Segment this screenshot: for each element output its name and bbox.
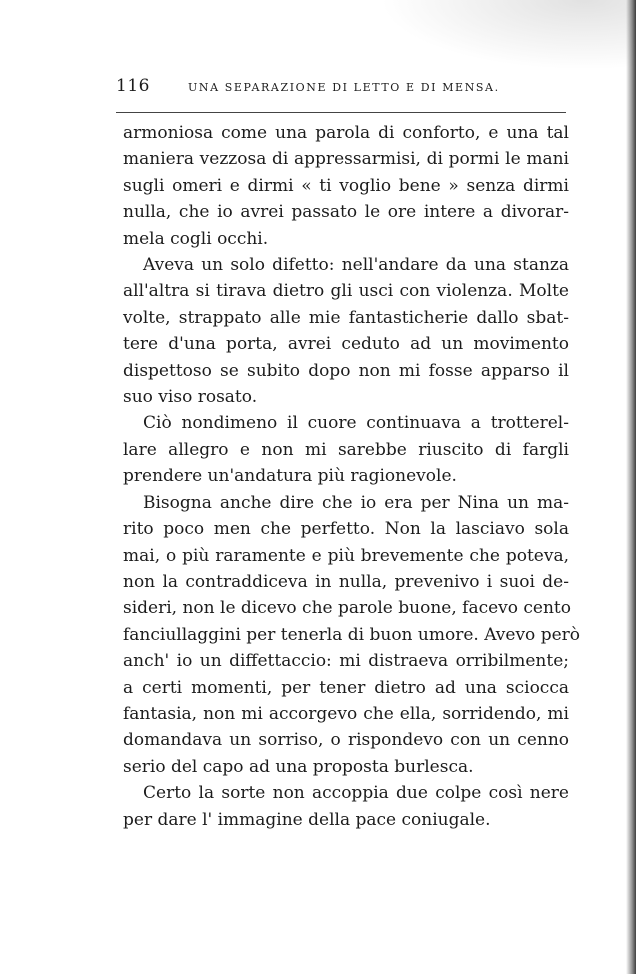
text-line: rito poco men che perfetto. Non la lasciavo sola xyxy=(123,519,569,540)
text-line: Certo la sorte non accoppia due colpe così nere xyxy=(143,783,569,804)
text-line: a certi momenti, per tener dietro ad una sciocca xyxy=(123,677,569,698)
text-line: domandava un sorriso, o rispondevo con un cenno xyxy=(123,730,569,751)
running-title: UNA SEPARAZIONE DI LETTO E DI MENSA. xyxy=(188,81,500,94)
text-line: maniera vezzosa di appressarmisi, di pormi le mani xyxy=(123,149,569,170)
text-line: per dare l' immagine della pace coniugale. xyxy=(123,809,491,830)
text-line: fantasia, non mi accorgevo che ella, sorridendo, mi xyxy=(123,703,569,724)
text-line: volte, strappato alle mie fantasticherie dallo sbat- xyxy=(123,307,569,328)
text-line: nulla, che io avrei passato le ore intere a divorar- xyxy=(123,202,569,223)
paragraph xyxy=(123,410,569,489)
text-line: lare allegro e non mi sarebbe riuscito di fargli xyxy=(123,439,569,460)
text-line: Ciò nondimeno il cuore continuava a trotterel- xyxy=(143,413,569,434)
text-line: Aveva un solo difetto: nell'andare da una stanza xyxy=(143,255,569,276)
text-line: sugli omeri e dirmi « ti voglio bene » senza dirmi xyxy=(123,175,569,196)
text-line: sideri, non le dicevo che parole buone, facevo cento xyxy=(123,598,572,619)
text-line: Bisogna anche dire che io era per Nina un ma- xyxy=(143,492,569,513)
text-line: dispettoso se subito dopo non mi fosse apparso il xyxy=(123,360,569,381)
paragraph xyxy=(123,490,580,780)
text-line: anch' io un diffettaccio: mi distraeva orribilmente; xyxy=(123,651,569,672)
header-rule xyxy=(116,112,566,113)
paragraph xyxy=(123,120,569,252)
paragraph xyxy=(123,252,569,410)
text-line: armoniosa come una parola di conforto, e una tal xyxy=(123,123,569,143)
text-line: tere d'una porta, avrei ceduto ad un movimento xyxy=(123,334,569,355)
text-line: prendere un'andatura più ragionevole. xyxy=(123,466,457,487)
text-line: fanciullaggini per tenerla di buon umore. Avevo però xyxy=(123,624,580,645)
paragraph xyxy=(123,780,569,833)
text-line: non la contraddiceva in nulla, prevenivo i suoi de- xyxy=(123,571,569,592)
page-number: 116 xyxy=(116,76,150,96)
page-edge-shadow xyxy=(626,0,636,974)
page-header xyxy=(116,76,564,104)
page-edge-shading xyxy=(380,0,636,70)
text-line: suo viso rosato. xyxy=(123,387,258,408)
text-line: mai, o più raramente e più brevemente che poteva, xyxy=(123,545,569,566)
text-line: all'altra si tirava dietro gli usci con violenza. Molte xyxy=(123,281,569,302)
text-line: serio del capo ad una proposta burlesca. xyxy=(123,756,474,777)
body-text xyxy=(123,120,580,833)
text-line: mela cogli occhi. xyxy=(123,228,269,249)
